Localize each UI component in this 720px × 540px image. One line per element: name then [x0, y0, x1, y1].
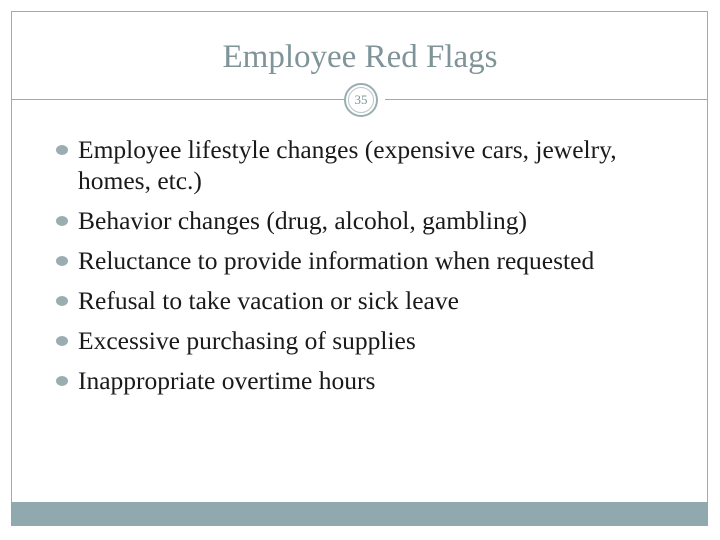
bullet-text: Excessive purchasing of supplies	[78, 326, 416, 355]
bullet-icon	[56, 145, 68, 155]
footer-bar	[11, 502, 708, 526]
list-item	[56, 285, 656, 316]
page-number: 35	[354, 92, 368, 107]
bullet-text: Behavior changes (drug, alcohol, gambling)	[78, 206, 527, 235]
bullet-list	[56, 134, 656, 405]
list-item	[56, 245, 656, 276]
title-divider-left	[11, 99, 345, 100]
page-number-badge	[344, 83, 378, 117]
list-item	[56, 205, 656, 236]
bullet-text: Refusal to take vacation or sick leave	[78, 286, 459, 315]
bullet-icon	[56, 296, 68, 306]
title-divider-right	[385, 99, 708, 100]
bullet-text: Employee lifestyle changes (expensive cars, jewelry, homes, etc.)	[78, 135, 617, 195]
bullet-text: Inappropriate overtime hours	[78, 366, 376, 395]
list-item	[56, 365, 656, 396]
list-item	[56, 325, 656, 356]
bullet-icon	[56, 216, 68, 226]
bullet-icon	[56, 376, 68, 386]
list-item	[56, 134, 656, 196]
bullet-text: Reluctance to provide information when requested	[78, 246, 595, 275]
slide-title: Employee Red Flags	[222, 39, 498, 75]
bullet-icon	[56, 336, 68, 346]
bullet-icon	[56, 256, 68, 266]
